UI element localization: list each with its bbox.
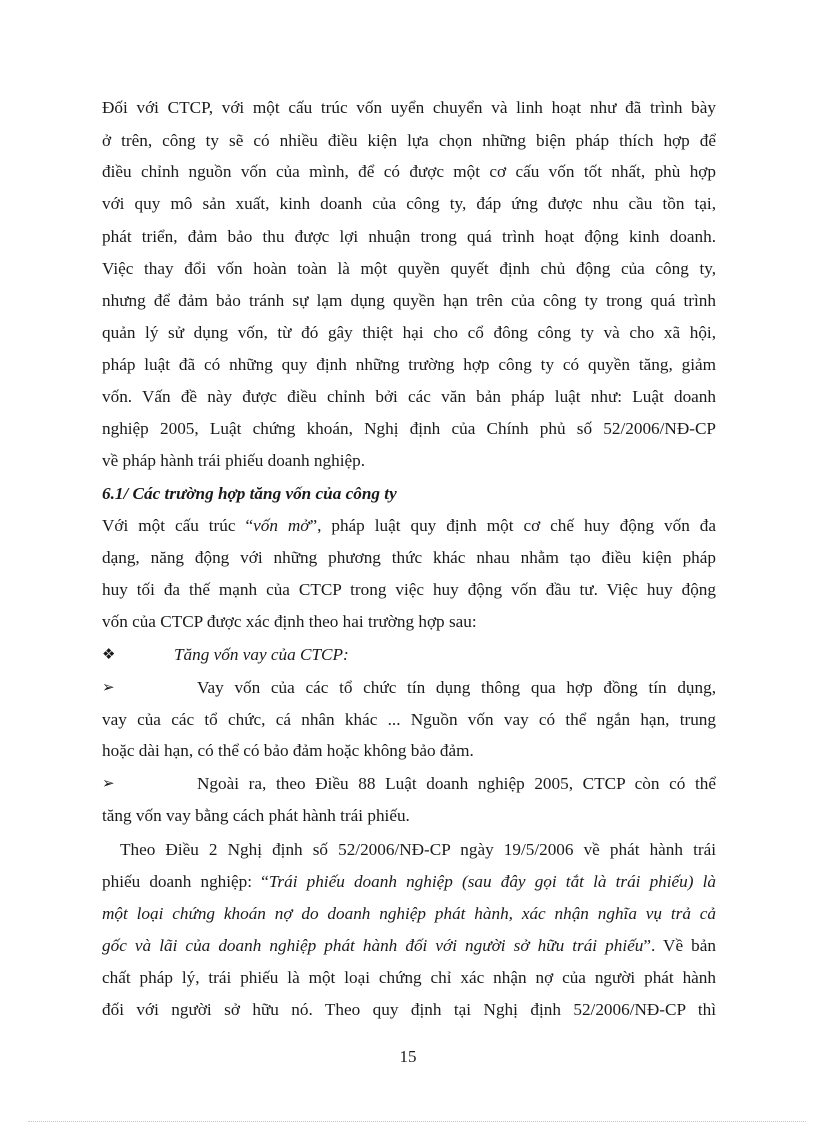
paragraph-line: nhưng để đảm bảo tránh sự lạm dụng quyền hạn trên của công ty trong quá trình [102, 291, 716, 310]
bullet-subheading: Tăng vốn vay của CTCP: [174, 645, 349, 664]
paragraph-line: điều chỉnh nguồn vốn của mình, để có được một cơ cấu vốn tốt nhất, phù hợp [102, 162, 716, 181]
bullet-line: tăng vốn vay bằng cách phát hành trái phiếu. [102, 806, 410, 825]
paragraph-line: Với một cấu trúc “vốn mở”, pháp luật quy định một cơ chế huy động vốn đa [102, 516, 717, 535]
paragraph-line: gốc và lãi của doanh nghiệp phát hành đối với người sở hữu trái phiếu”. Về bản [102, 936, 716, 955]
paragraph-line: nghiệp 2005, Luật chứng khoán, Nghị định của Chính phủ số 52/2006/NĐ-CP [102, 419, 716, 438]
paragraph-line: pháp luật đã có những quy định những trường hợp công ty có quyền tăng, giảm [102, 355, 716, 374]
page-number: 15 [399, 1047, 417, 1066]
paragraph-line: vốn của CTCP được xác định theo hai trường hợp sau: [102, 612, 477, 631]
paragraph-line: đối với người sở hữu nó. Theo quy định tại Nghị định 52/2006/NĐ-CP thì [102, 1000, 716, 1019]
arrow-bullet-icon: ➢ [102, 678, 115, 696]
diamond-bullet-icon: ❖ [102, 645, 116, 663]
arrow-bullet-icon: ➢ [102, 774, 115, 792]
paragraph-line: ở trên, công ty sẽ có nhiều điều kiện lựa chọn những biện pháp thích hợp để [102, 131, 716, 150]
paragraph-line: quản lý sử dụng vốn, từ đó gây thiệt hại cho cổ đông công ty và cho xã hội, [102, 323, 716, 342]
section-heading: 6.1/ Các trường hợp tăng vốn của công ty [102, 484, 397, 503]
paragraph-line: Việc thay đổi vốn hoàn toàn là một quyền quyết định chủ động của công ty, [102, 259, 716, 278]
paragraph-line: với quy mô sản xuất, kinh doanh của công ty, đáp ứng được nhu cầu tồn tại, [102, 194, 716, 213]
bullet-line: hoặc dài hạn, có thể có bảo đảm hoặc không bảo đảm. [102, 741, 474, 760]
page-bottom-rule [28, 1121, 806, 1122]
bullet-line: Vay vốn của các tổ chức tín dụng thông qua hợp đồng tín dụng, [197, 678, 716, 697]
paragraph-line: vốn. Vấn đề này được điều chỉnh bởi các văn bản pháp luật như: Luật doanh [102, 387, 716, 406]
paragraph-line: một loại chứng khoán nợ do doanh nghiệp phát hành, xác nhận nghĩa vụ trả cả [102, 904, 716, 923]
paragraph-line: phát triển, đảm bảo thu được lợi nhuận trong quá trình hoạt động kinh doanh. [102, 227, 716, 246]
bullet-line: Ngoài ra, theo Điều 88 Luật doanh nghiệp 2005, CTCP còn có thể [197, 774, 716, 793]
paragraph-line: về pháp hành trái phiếu doanh nghiệp. [102, 451, 365, 470]
paragraph-line: phiếu doanh nghiệp: “Trái phiếu doanh nghiệp (sau đây gọi tắt là trái phiếu) là [102, 872, 716, 891]
paragraph-line: chất pháp lý, trái phiếu là một loại chứng chỉ xác nhận nợ của người phát hành [102, 968, 716, 987]
paragraph-line: huy tối đa thế mạnh của CTCP trong việc huy động vốn đầu tư. Việc huy động [102, 580, 716, 599]
paragraph-line: Theo Điều 2 Nghị định số 52/2006/NĐ-CP ngày 19/5/2006 về phát hành trái [120, 840, 716, 859]
paragraph-line: dạng, năng động với những phương thức khác nhau nhằm tạo điều kiện pháp [102, 548, 716, 567]
paragraph-line: Đối với CTCP, với một cấu trúc vốn uyển chuyển và linh hoạt như đã trình bày [102, 98, 716, 117]
bullet-line: vay của các tổ chức, cá nhân khác ... Nguồn vốn vay có thể ngắn hạn, trung [102, 710, 716, 729]
